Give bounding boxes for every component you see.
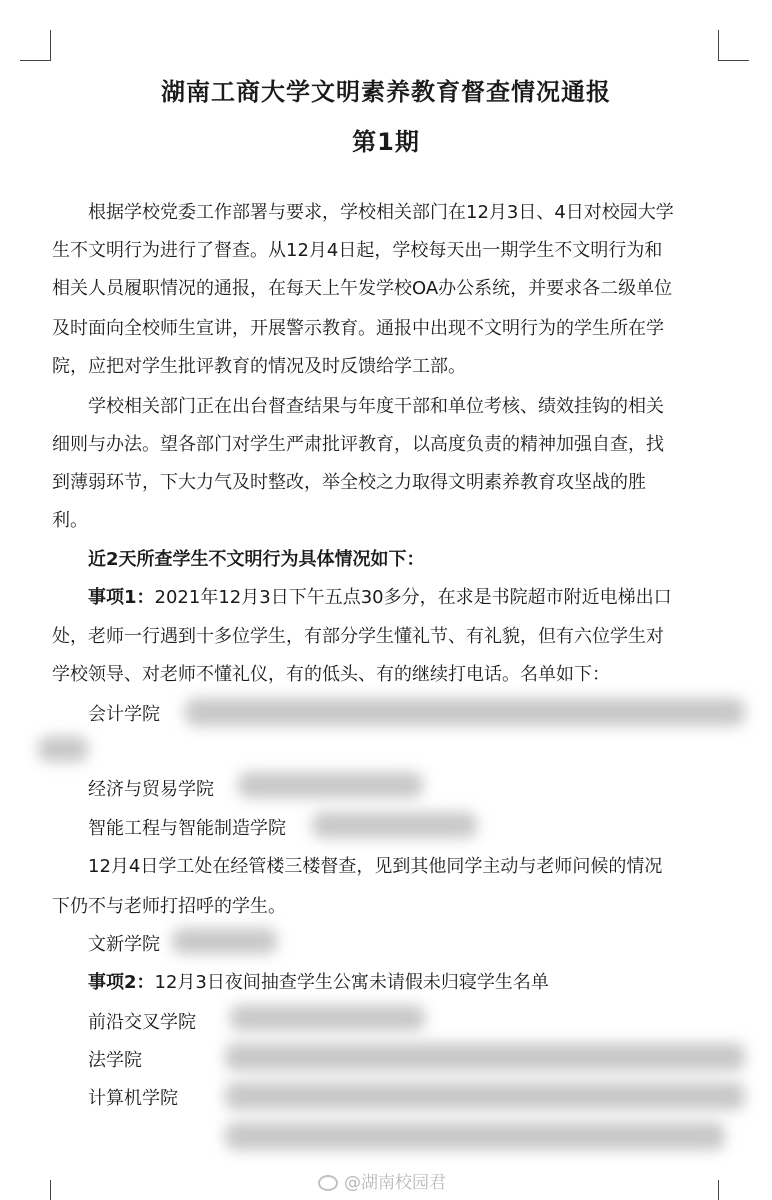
college-name: 法学院 <box>88 1050 142 1071</box>
paragraph2-line: 到薄弱环节，下大力气及时整改，举全校之力取得文明素养教育攻坚战的胜 <box>52 472 646 493</box>
corner-mark-bottom-left <box>20 1180 51 1200</box>
item1-followup-line: 下仍不与老师打招呼的学生。 <box>52 896 286 917</box>
redacted-names <box>225 1082 745 1110</box>
redacted-names <box>185 698 745 726</box>
redacted-names <box>238 772 423 798</box>
paragraph2-line: 利。 <box>52 510 88 531</box>
paragraph1-line: 院，应把对学生批评教育的情况及时反馈给学工部。 <box>52 356 466 377</box>
document-title: 湖南工商大学文明素养教育督查情况通报 <box>161 78 611 106</box>
redacted-names <box>172 928 277 954</box>
item2-label: 事项2： <box>88 972 155 993</box>
paragraph1-line: 根据学校党委工作部署与要求，学校相关部门在12月3日、4日对校园大学 <box>88 202 674 223</box>
item1-followup-line: 12月4日学工处在经管楼三楼督查，见到其他同学主动与老师问候的情况 <box>88 856 663 877</box>
issue-number: 第1期 <box>352 128 420 156</box>
item2-text: 12月3日夜间抽查学生公寓未请假未归寝学生名单 <box>154 972 549 993</box>
redacted-names <box>225 1043 745 1071</box>
item1-first-line <box>88 583 768 609</box>
redacted-names <box>225 1122 725 1150</box>
college-name: 智能工程与智能制造学院 <box>88 818 286 839</box>
watermark-text: @湖南校园君 <box>344 1173 446 1193</box>
college-name: 经济与贸易学院 <box>88 779 214 800</box>
item1-line: 学校领导、对老师不懂礼仪，有的低头、有的继续打电话。名单如下： <box>52 664 610 685</box>
paragraph1-line: 相关人员履职情况的通报，在每天上午发学校OA办公系统，并要求各二级单位 <box>52 278 673 299</box>
weibo-icon <box>318 1175 338 1191</box>
corner-mark-top-right <box>718 30 749 61</box>
college-name: 文新学院 <box>88 934 160 955</box>
item1-line: 处，老师一行遇到十多位学生，有部分学生懂礼节、有礼貌，但有六位学生对 <box>52 626 664 647</box>
redacted-names <box>312 812 477 838</box>
section-heading: 近2天所查学生不文明行为具体情况如下： <box>88 549 425 570</box>
college-name: 前沿交叉学院 <box>88 1012 196 1033</box>
redacted-names <box>38 736 88 762</box>
college-name: 计算机学院 <box>88 1088 178 1109</box>
college-name: 会计学院 <box>88 704 160 725</box>
corner-mark-top-left <box>20 30 51 61</box>
paragraph1-line: 生不文明行为进行了督查。从12月4日起，学校每天出一期学生不文明行为和 <box>52 240 663 261</box>
paragraph1-line: 及时面向全校师生宣讲，开展警示教育。通报中出现不文明行为的学生所在学 <box>52 318 664 339</box>
watermark <box>318 1168 446 1193</box>
item1-label: 事项1： <box>88 587 155 608</box>
paragraph2-line: 学校相关部门正在出台督查结果与年度干部和单位考核、绩效挂钩的相关 <box>88 396 664 417</box>
item2-line <box>88 968 768 994</box>
paragraph2-line: 细则与办法。望各部门对学生严肃批评教育，以高度负责的精神加强自查，找 <box>52 434 664 455</box>
redacted-names <box>230 1005 425 1031</box>
corner-mark-bottom-right <box>718 1180 749 1200</box>
item1-text: 2021年12月3日下午五点30多分，在求是书院超市附近电梯出口 <box>154 587 672 608</box>
